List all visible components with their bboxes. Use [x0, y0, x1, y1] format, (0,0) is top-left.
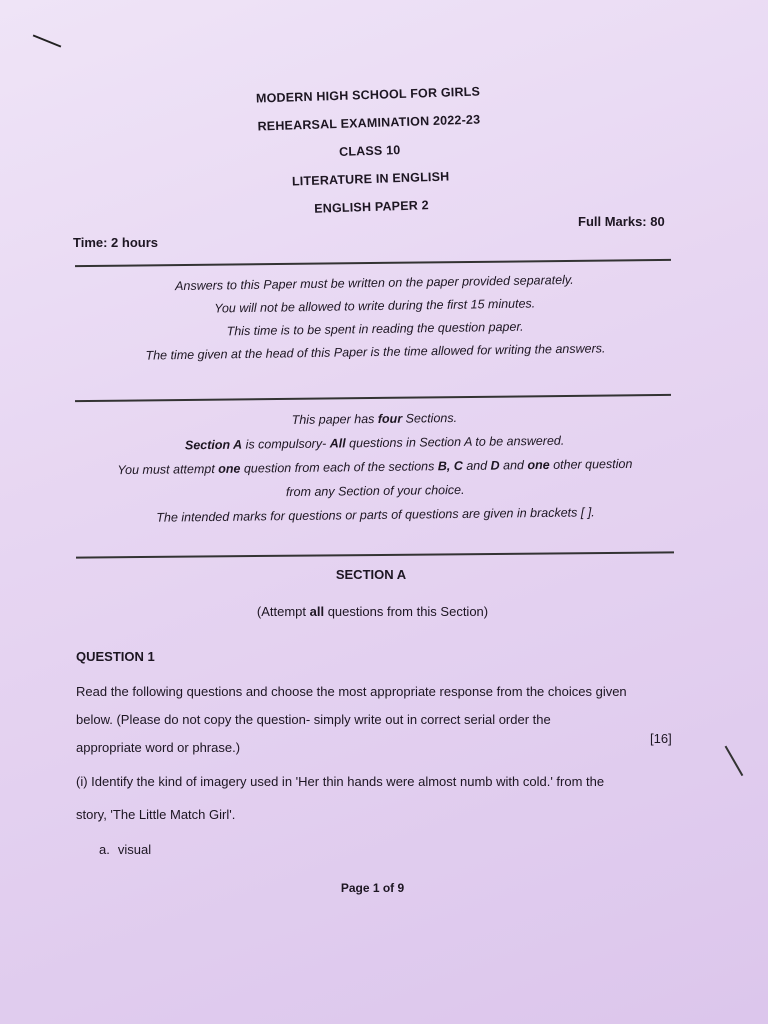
full-marks: Full Marks: 80 [578, 214, 665, 229]
instruction-line: The time given at the head of this Paper is the time allowed for writing the answers. [145, 341, 606, 363]
divider-1 [75, 259, 671, 267]
question-line: appropriate word or phrase.) [76, 740, 241, 755]
text-span-bold: four [377, 411, 403, 426]
subject-name: LITERATURE IN ENGLISH [291, 169, 450, 189]
text-span: Page [340, 881, 373, 895]
paper-name: ENGLISH PAPER 2 [314, 198, 430, 216]
text-span: questions from this Section) [324, 604, 489, 619]
text-span: You must attempt [117, 461, 219, 478]
school-name: MODERN HIGH SCHOOL FOR GIRLS [255, 84, 481, 106]
question-1-title: QUESTION 1 [76, 649, 155, 664]
text-span: (Attempt [256, 604, 310, 619]
question-line: (i) Identify the kind of imagery used in 'Her thin hands were almost numb with cold.' from the [76, 774, 605, 789]
text-span: and [499, 458, 528, 473]
text-span-bold: all [309, 604, 325, 619]
text-span: 1 [372, 881, 380, 895]
time-allowed: Time: 2 hours [73, 235, 159, 250]
class-name: CLASS 10 [338, 143, 401, 159]
option-text: visual [117, 842, 152, 857]
instruction-line: Answers to this Paper must be written on the paper provided separately. [175, 272, 574, 294]
question-line: story, 'The Little Match Girl'. [76, 807, 236, 822]
sections-info-line: from any Section of your choice. [285, 482, 465, 500]
text-span: and [462, 458, 491, 473]
question-line: below. (Please do not copy the question- simply write out in correct serial order the [76, 712, 551, 727]
exam-header [198, 83, 542, 234]
sub-question-i [76, 765, 686, 831]
text-span: other question [549, 456, 633, 472]
question-line: Read the following questions and choose the most appropriate response from the choices given [76, 684, 627, 699]
sections-info-line: The intended marks for questions or parts of questions are given in brackets [ ]. [156, 505, 595, 525]
text-span-bold: All [329, 436, 346, 451]
pen-mark-right [725, 746, 743, 776]
text-span: Sections. [402, 410, 458, 426]
text-span: This paper has [291, 411, 378, 428]
sections-info-line [70, 456, 680, 478]
instruction-line: You will not be allowed to write during the first 15 minutes. [214, 296, 536, 316]
text-span-bold: Section A [184, 437, 243, 453]
text-span: question from each of the sections [240, 459, 438, 476]
text-span-bold: B, C [437, 458, 463, 474]
text-span: questions in Section A to be answered. [345, 433, 565, 451]
sections-info-line [70, 432, 680, 454]
divider-3 [76, 551, 674, 558]
sections-info-line [69, 408, 679, 430]
divider-2 [75, 394, 671, 402]
option-a [99, 842, 151, 857]
page-number [0, 881, 745, 895]
text-span-bold: one [527, 457, 550, 473]
option-label: a. [99, 842, 110, 857]
text-span-bold: one [218, 461, 241, 476]
text-span-bold: D [490, 458, 500, 473]
instruction-line: This time is to be spent in reading the question paper. [226, 319, 524, 339]
question-1-marks: [16] [650, 731, 672, 746]
exam-name: REHEARSAL EXAMINATION 2022-23 [257, 112, 481, 134]
text-span: is compulsory- [242, 436, 330, 452]
text-span: of 9 [379, 881, 405, 895]
sections-info-block [69, 408, 680, 535]
section-a-title: SECTION A [335, 567, 407, 582]
section-a-attempt [0, 604, 745, 619]
pen-mark [33, 34, 62, 47]
question-1-text [76, 678, 686, 762]
instructions-block [69, 271, 680, 373]
